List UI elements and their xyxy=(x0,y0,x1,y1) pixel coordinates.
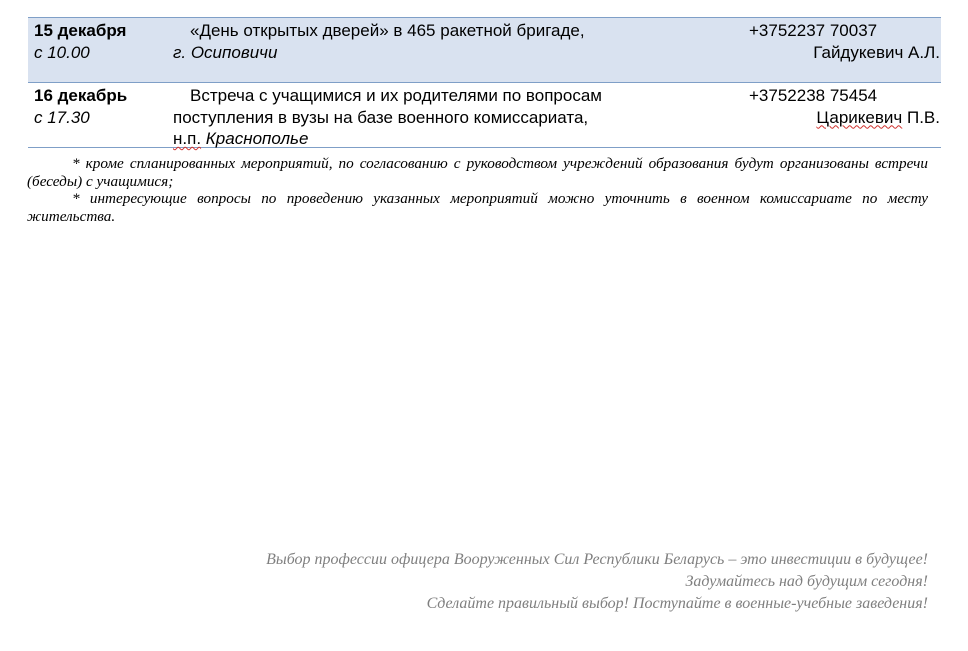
closing-slogan xyxy=(48,549,928,615)
contact-phone: +3752238 75454 xyxy=(749,86,878,105)
event-title: «День открытых дверей» в 465 ракетной бригаде, xyxy=(190,21,585,40)
slogan-line: Задумайтесь над будущим сегодня! xyxy=(685,573,928,590)
event-cell xyxy=(173,20,673,63)
events-table xyxy=(28,17,941,148)
contact-name xyxy=(720,107,940,129)
footnote: * интересующие вопросы по проведению указанных мероприятий можно уточнить в военном комиссариате по месту жительства. xyxy=(27,190,928,225)
slogan-line: Выбор профессии офицера Вооруженных Сил Республики Беларусь – это инвестиции в будущее! xyxy=(266,551,928,568)
footnotes xyxy=(27,155,928,225)
table-row xyxy=(28,83,941,148)
date-cell xyxy=(34,85,164,128)
event-place-name: Краснополье xyxy=(205,129,309,148)
event-date: 15 декабря xyxy=(34,21,127,40)
contact-initials: П.В. xyxy=(906,107,940,127)
contact-phone: +3752237 70037 xyxy=(749,21,878,40)
contact-surname: Царикевич xyxy=(816,107,903,127)
event-time: с 17.30 xyxy=(34,107,90,127)
contact-cell xyxy=(720,85,940,128)
contact-cell xyxy=(720,20,940,63)
event-cell xyxy=(173,85,673,150)
contact-name: Гайдукевич А.Л. xyxy=(813,42,940,62)
footnote: * кроме спланированных мероприятий, по согласованию с руководством учреждений образования будут организованы встречи (беседы) с учащимися; xyxy=(27,155,928,190)
event-title: Встреча с учащимися и их родителями по вопросам xyxy=(190,86,602,105)
event-description-line: поступления в вузы на базе военного комиссариата, xyxy=(173,107,589,127)
event-place-prefix: н.п. xyxy=(173,129,202,148)
date-cell xyxy=(34,20,164,63)
event-time: с 10.00 xyxy=(34,42,90,62)
event-date: 16 декабрь xyxy=(34,86,128,105)
slogan-line: Сделайте правильный выбор! Поступайте в военные-учебные заведения! xyxy=(426,595,928,612)
event-place: г. Осиповичи xyxy=(173,42,278,62)
event-place xyxy=(173,128,673,150)
table-row xyxy=(28,18,941,83)
